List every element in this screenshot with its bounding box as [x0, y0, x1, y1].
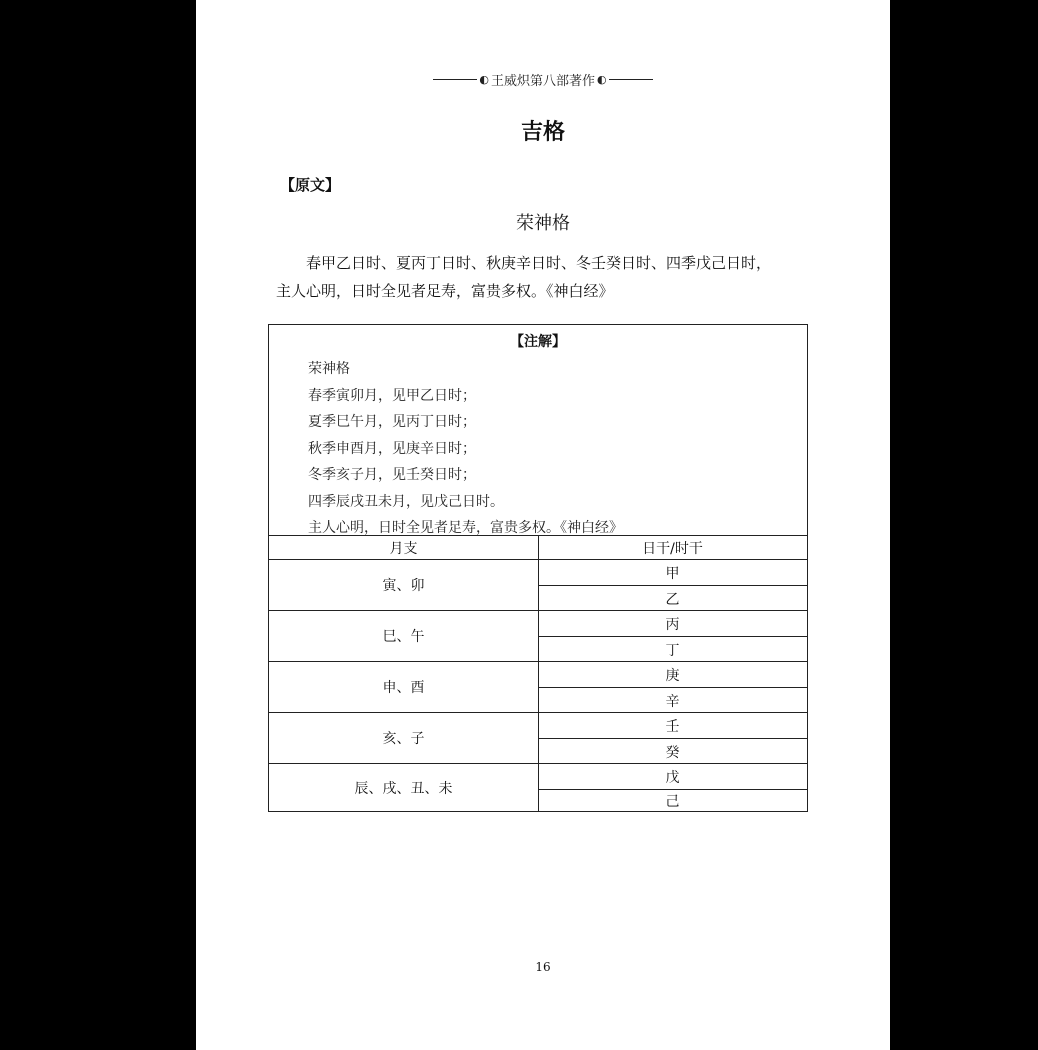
stem-branch-table: [269, 535, 807, 812]
annotation-line: 秋季申酉月，见庚辛日时；: [308, 440, 476, 457]
stem-cell: 辛: [665, 693, 680, 710]
section-label: 【原文】: [280, 176, 341, 194]
original-text-line: 春甲乙日时、夏丙丁日时、秋庚辛日时、冬壬癸日时、四季戊己日时，: [306, 254, 772, 272]
stem-cell: 甲: [665, 565, 680, 582]
original-text-line: 主人心明，日时全见者足寿，富贵多权。《神白经》: [276, 282, 614, 300]
stem-cell: 壬: [665, 718, 680, 735]
month-cell: 申、酉: [382, 680, 425, 696]
header-rule-left: [433, 79, 477, 80]
annotation-line: 春季寅卯月，见甲乙日时；: [308, 387, 476, 404]
table-header-month: 月支: [389, 540, 418, 557]
book-page: [196, 0, 890, 1050]
stem-cell: 乙: [665, 591, 680, 608]
annotation-lines: [308, 356, 623, 542]
table-column-divider: [538, 536, 539, 812]
month-cell: 辰、戌、丑、未: [354, 781, 453, 797]
month-cell: 寅、卯: [382, 578, 425, 594]
month-cell: 巳、午: [382, 629, 425, 645]
stem-cell: 丙: [665, 616, 680, 633]
header-rule-right: [609, 79, 653, 80]
stem-cell: 己: [665, 794, 680, 810]
original-text: [276, 249, 810, 305]
month-cell: 亥、子: [382, 731, 425, 747]
annotation-line: 冬季亥子月，见壬癸日时；: [308, 467, 476, 483]
annotation-line: 主人心明，日时全见者足寿，富贵多权。《神白经》: [308, 520, 623, 536]
page-title: 吉格: [520, 120, 565, 145]
stem-cell: 癸: [665, 744, 680, 761]
annotation-line: 荣神格: [308, 361, 350, 377]
table-header-stem: 日干/时干: [642, 540, 703, 557]
stem-cell: 丁: [665, 642, 680, 659]
header-ornament-left-icon: ◐: [479, 73, 489, 86]
running-header: [196, 70, 890, 89]
page-number: 16: [535, 960, 551, 974]
annotation-box: [268, 324, 808, 812]
stem-cell: 戊: [665, 769, 680, 786]
annotation-line: 夏季巳午月，见丙丁日时；: [308, 414, 476, 430]
stem-cell: 庚: [665, 667, 680, 684]
header-ornament-right-icon: ◐: [597, 73, 607, 86]
annotation-line: 四季辰戌丑未月，见戊己日时。: [308, 493, 504, 510]
header-text: 王威炽第八部著作: [490, 74, 595, 89]
annotation-heading: 【注解】: [510, 334, 566, 350]
subtitle: 荣神格: [516, 213, 570, 234]
